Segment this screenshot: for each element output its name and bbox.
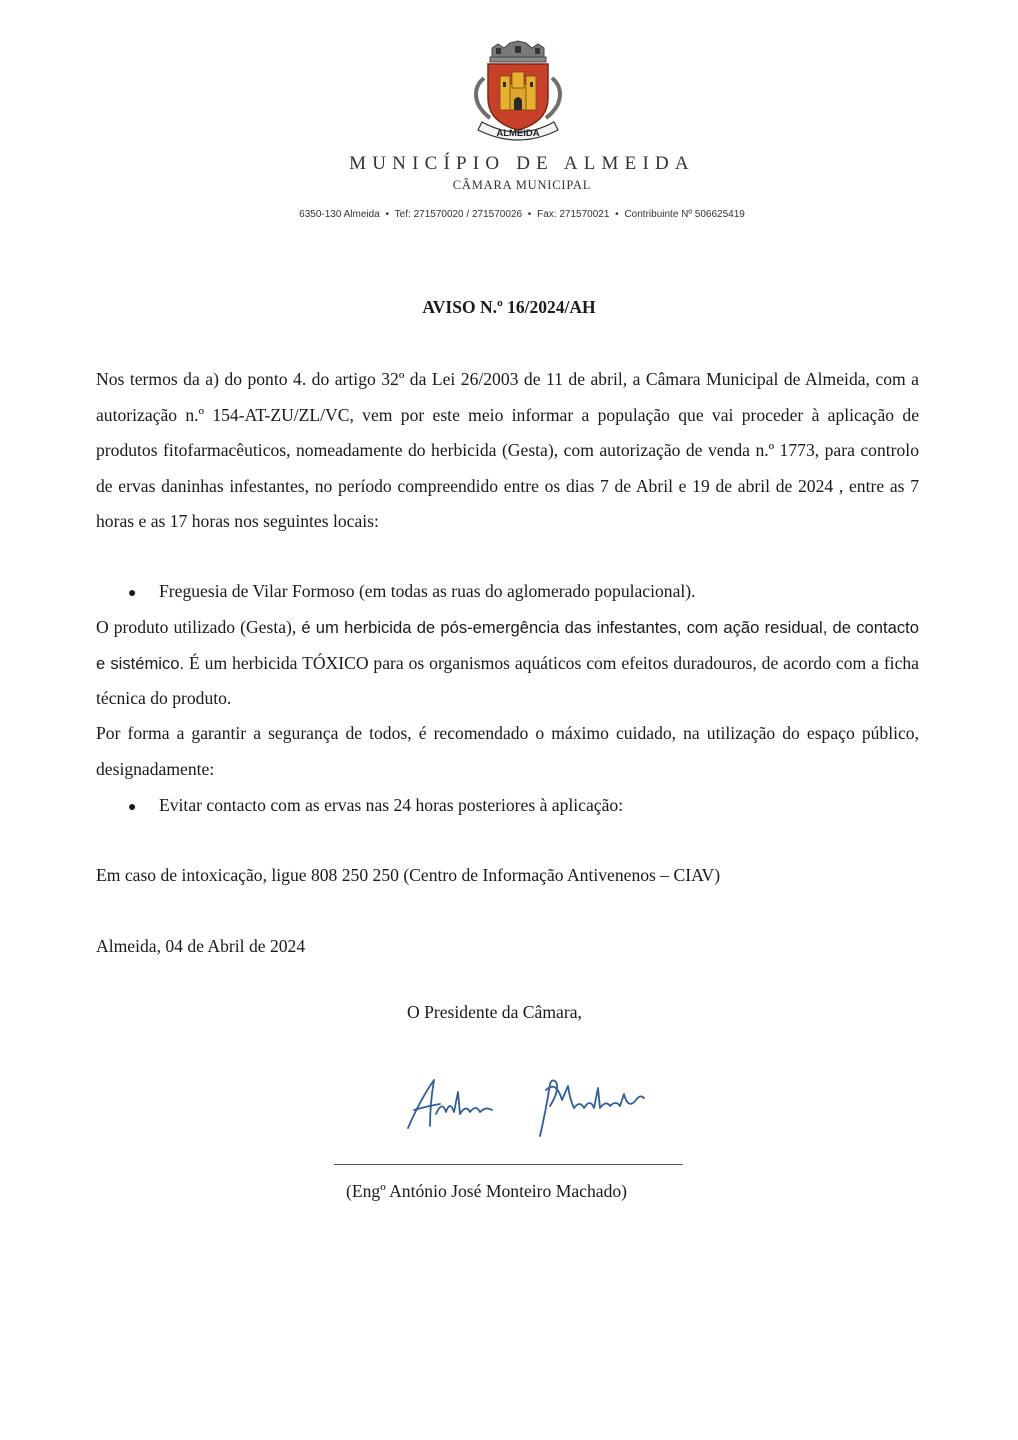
council-subtitle: CÂMARA MUNICIPAL bbox=[452, 178, 592, 192]
bullet-icon: ● bbox=[128, 800, 137, 815]
notice-paragraph-2-part-a: O produto utilizado (Gesta), bbox=[96, 617, 302, 637]
contact-tel: Tef: 271570020 / 271570026 bbox=[394, 209, 523, 220]
crest-ribbon-label: ALMEIDA bbox=[496, 128, 540, 139]
bullet-item-1 bbox=[128, 574, 696, 612]
bullet-item-1-text: Freguesia de Vilar Formoso (em todas as ruas do aglomerado populacional). bbox=[159, 581, 696, 601]
handwritten-signature-icon bbox=[400, 1070, 650, 1142]
notice-paragraph-2-part-b: é um herbicida de pós-emergência das infestantes, com ação residual, de contacto e sistémico. bbox=[96, 618, 919, 673]
separator-dot: • bbox=[385, 209, 390, 220]
place-date: Almeida, 04 de Abril de 2024 bbox=[96, 936, 306, 956]
notice-paragraph-3: Por forma a garantir a segurança de todos, é recomendado o máximo cuidado, na utilização do espaço público, designadamente: bbox=[96, 723, 919, 779]
signature-line bbox=[334, 1164, 683, 1165]
municipal-crest-icon bbox=[462, 38, 574, 148]
separator-dot: • bbox=[527, 209, 532, 220]
contact-nif: Contribuinte Nº 506625419 bbox=[624, 209, 745, 220]
bullet-item-2-text: Evitar contacto com as ervas nas 24 horas posteriores à aplicação: bbox=[159, 795, 624, 815]
contact-address: 6350-130 Almeida bbox=[299, 209, 380, 220]
signatory-name: (Engº António José Monteiro Machado) bbox=[346, 1181, 628, 1201]
municipality-title: MUNICÍPIO DE ALMEIDA bbox=[349, 153, 695, 174]
bullet-icon: ● bbox=[128, 586, 137, 601]
bullet-item-2 bbox=[128, 788, 623, 826]
notice-paragraph-4: Em caso de intoxicação, ligue 808 250 250 (Centro de Informação Antivenenos – CIAV) bbox=[96, 865, 721, 885]
signatory-role: O Presidente da Câmara, bbox=[407, 1002, 582, 1022]
contact-fax: Fax: 271570021 bbox=[537, 209, 610, 220]
contact-line bbox=[0, 209, 1018, 220]
notice-paragraph-2-part-c: É um herbicida TÓXICO para os organismos aquáticos com efeitos duradouros, de acordo com a ficha técnica do produto. bbox=[96, 652, 919, 709]
notice-title: AVISO N.º 16/2024/AH bbox=[422, 297, 596, 317]
notice-paragraph-2 bbox=[96, 610, 919, 717]
notice-paragraph-1: Nos termos da a) do ponto 4. do artigo 32º da Lei 26/2003 de 11 de abril, a Câmara Municipal de Almeida, com a autorização n.º 154-AT-ZU/ZL/VC, vem por este meio informar a população que vai proceder à aplicação de produtos fitofarmacêuticos, nomeadamente do herbicida (Gesta), com autorização de venda n.º 1773, para controlo de ervas daninhas infestantes, no período compreendido entre os dias 7 de Abril e 19 de abril de 2024 , entre as 7 horas e as 17 horas nos seguintes locais: bbox=[96, 369, 919, 532]
separator-dot: • bbox=[615, 209, 619, 220]
